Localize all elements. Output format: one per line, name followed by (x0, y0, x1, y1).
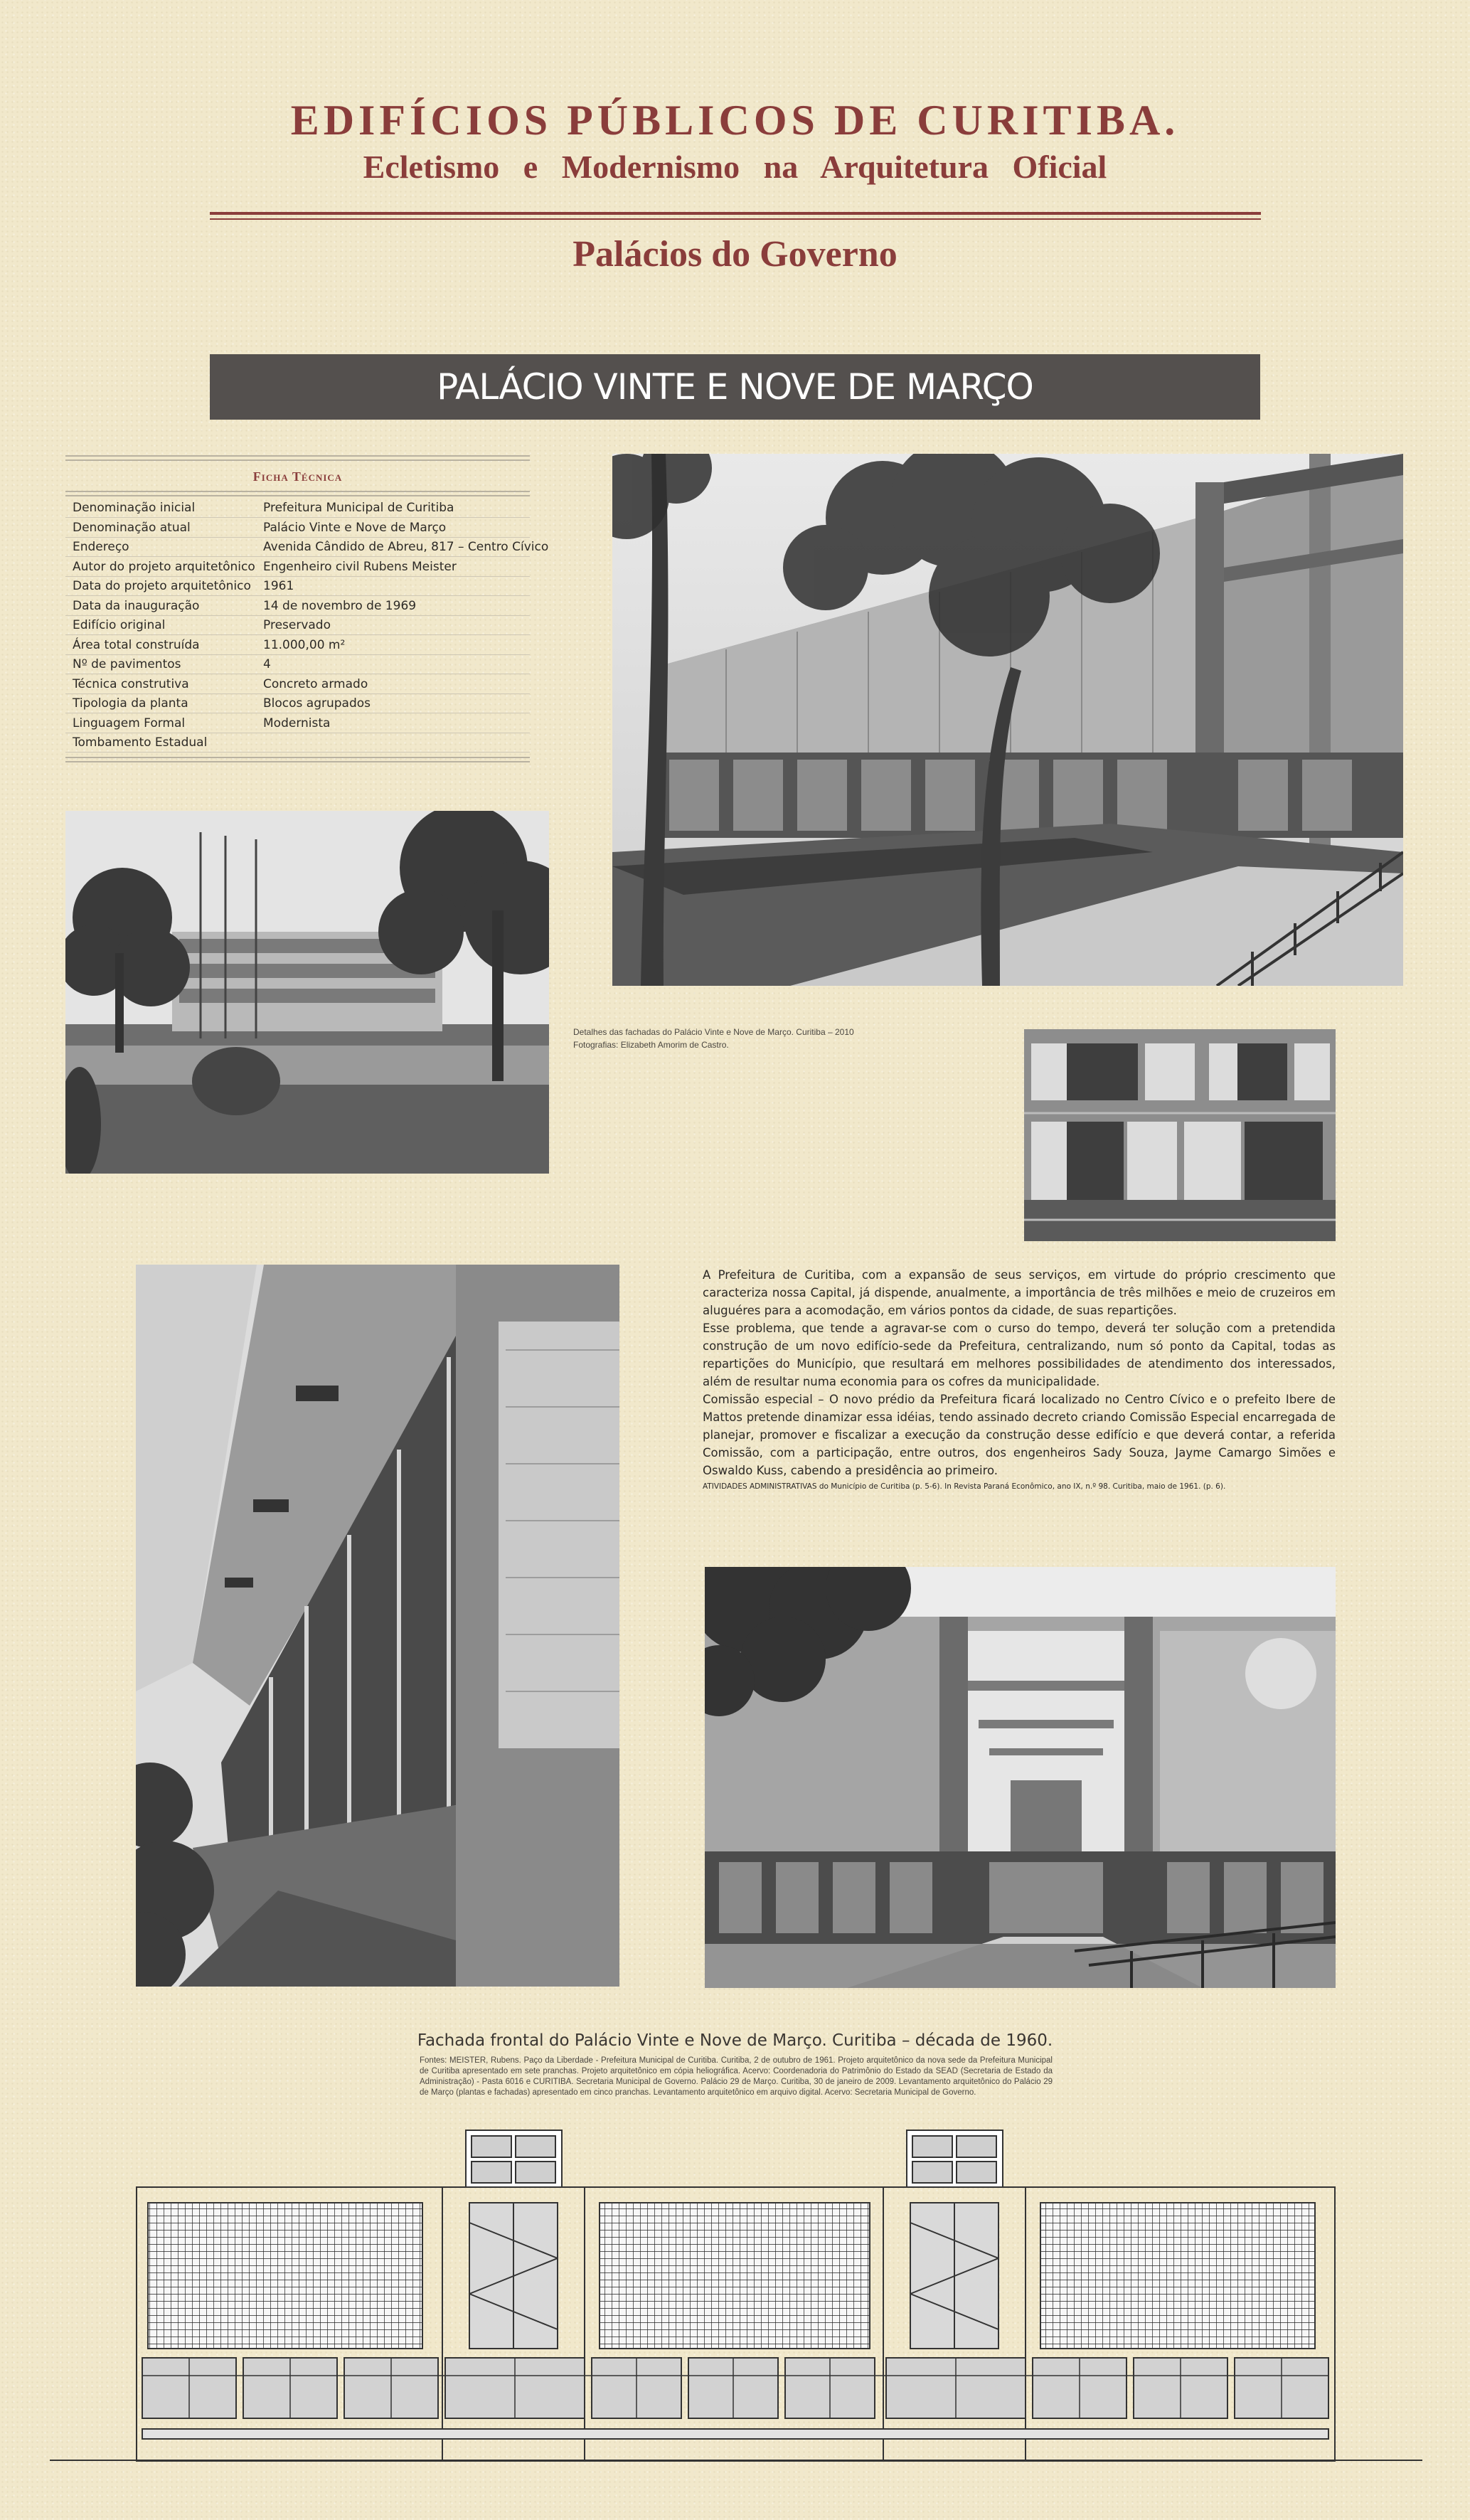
text-paragraph-3: Comissão especial – O novo prédio da Prefeitura ficará localizado no Centro Cívico e o prefeito Ibere de Mattos pretende dinamizar essa idéias, tendo assinado decreto criando Comissão Especial encarregada de planejar, promover e fiscalizar a execução da construção desse edifício e que deverá contar, a referida Comissão, com a participação, entre outros, dos engenheiros Sady Souza, Jayme Camargo Simões e Oswaldo Kuss, cabendo a presidência ao primeiro. (703, 1393, 1336, 1477)
window-detail-photo (1024, 1029, 1336, 1241)
photo-caption (573, 1026, 943, 1051)
technical-sheet-key: Tipologia da planta (73, 696, 188, 711)
technical-sheet-value: Palácio Vinte e Nove de Março (263, 520, 447, 535)
street-view-photo (65, 811, 549, 1174)
technical-sheet-key: Linguagem Formal (73, 716, 186, 730)
technical-sheet-row (65, 615, 530, 635)
technical-sheet-row (65, 537, 549, 557)
section-title: Palácios do Governo (572, 234, 898, 275)
poster-subtitle: Ecletismo e Modernismo na Arquitetura Oficial (363, 149, 1107, 185)
technical-sheet-heading: Ficha Técnica (252, 469, 343, 484)
building-facade-photo (612, 454, 1403, 986)
technical-sheet-row (65, 498, 530, 518)
text-paragraph-2: Esse problema, que tende a agravar-se com o curso do tempo, deverá ter solução com a pretendida construção de um novo edifício-sede da Prefeitura, centralizando, num só ponto da Capital, todas as repartições do Município, que resultará em melhores possibilidades de atendimento dos interessados, além de resultar numa economia para os cofres da municipalidade. (703, 1322, 1336, 1388)
technical-sheet-value: Blocos agrupados (263, 696, 371, 711)
technical-sheet-key: Tombamento Estadual (73, 735, 208, 750)
technical-sheet-row (65, 674, 530, 694)
technical-sheet-row (65, 713, 530, 733)
technical-sheet-value: Prefeitura Municipal de Curitiba (263, 501, 454, 515)
front-elevation-drawing (50, 2123, 1422, 2465)
header-rule-thin (210, 218, 1261, 220)
technical-sheet-row (65, 596, 530, 616)
technical-sheet-row (65, 733, 530, 753)
historical-text (703, 1266, 1336, 1492)
poster-title: EDIFÍCIOS PÚBLICOS DE CURITIBA. (290, 97, 1180, 144)
technical-sheet-value: Modernista (263, 716, 331, 730)
technical-sheet-key: Endereço (73, 540, 129, 554)
photo-caption-line2: Fotografias: Elizabeth Amorim de Castro. (573, 1040, 729, 1050)
technical-sheet-value: 11.000,00 m² (263, 637, 346, 652)
technical-sheet-row (65, 654, 530, 674)
elevation-caption: Fachada frontal do Palácio Vinte e Nove de Março. Curitiba – década de 1960. (417, 2031, 1053, 2050)
technical-sheet-key: Data da inauguração (73, 598, 200, 613)
technical-sheet-value: Avenida Cândido de Abreu, 817 – Centro Cívico (263, 540, 549, 554)
technical-sheet-key: Autor do projeto arquitetônico (73, 559, 255, 574)
photo-caption-line1: Detalhes das fachadas do Palácio Vinte e Nove de Março. Curitiba – 2010 (573, 1027, 854, 1037)
technical-sheet-row (65, 693, 530, 713)
technical-sheet (65, 455, 549, 762)
technical-sheet-value: 1961 (263, 579, 294, 593)
technical-sheet-value: 14 de novembro de 1969 (263, 598, 417, 613)
technical-sheet-row (65, 635, 530, 655)
front-entrance-photo (705, 1567, 1336, 1988)
technical-sheet-key: Denominação atual (73, 520, 191, 535)
building-title-banner: PALÁCIO VINTE E NOVE DE MARÇO (210, 354, 1260, 420)
perspective-facade-photo (136, 1265, 619, 1987)
technical-sheet-value: Engenheiro civil Rubens Meister (263, 559, 457, 574)
technical-sheet-key: Área total construída (73, 637, 200, 652)
technical-sheet-key: Denominação inicial (73, 501, 196, 515)
technical-sheet-value: Concreto armado (263, 676, 368, 691)
technical-sheet-key: Técnica construtiva (73, 676, 189, 691)
technical-sheet-key: Edifício original (73, 618, 166, 632)
technical-sheet-key: Data do projeto arquitetônico (73, 579, 251, 593)
technical-sheet-value: 4 (263, 657, 271, 671)
text-paragraph-1: A Prefeitura de Curitiba, com a expansão de seus serviços, em virtude do próprio crescimento que caracteriza nossa Capital, já dispende, anualmente, a importância de três milhões e meio de cruzeiros em aluguéres para a acomodação, em vários pontos da cidade, de suas repartições. (703, 1268, 1336, 1317)
technical-sheet-row (65, 557, 530, 577)
elevation-sources: Fontes: MEISTER, Rubens. Paço da Liberdade - Prefeitura Municipal de Curitiba. Curitiba, 2 de outubro de 1961. Projeto arquitetônico da nova sede da Prefeitura Municipal de Curitiba apresentado em sete pranchas. Projeto arquitetônico em cópia heliográfica. Acervo: Coordenadoria do Patrimônio do Estado da SEAD (Secretaria de Estado da Administração) - Pasta 6016 e CURITIBA. Secretaria Municipal de Governo. Palácio 29 de Março. Curitiba, 30 de janeiro de 2009. Levantamento arquitetônico do Palácio 29 de Março (plantas e fachadas) apresentado em cinco pranchas. Levantamento arquitetônico em arquivo digital. Acervo: Secretaria Municipal de Governo. (420, 2056, 1053, 2097)
header-rule-thick (210, 212, 1261, 215)
technical-sheet-value: Preservado (263, 618, 331, 632)
technical-sheet-row (65, 576, 530, 596)
technical-sheet-row (65, 518, 530, 538)
text-reference: ATIVIDADES ADMINISTRATIVAS do Município de Curitiba (p. 5-6). In Revista Paraná Econômico, ano IX, n.º 98. Curitiba, maio de 1961. (p. 6). (703, 1482, 1226, 1491)
technical-sheet-key: Nº de pavimentos (73, 657, 181, 671)
